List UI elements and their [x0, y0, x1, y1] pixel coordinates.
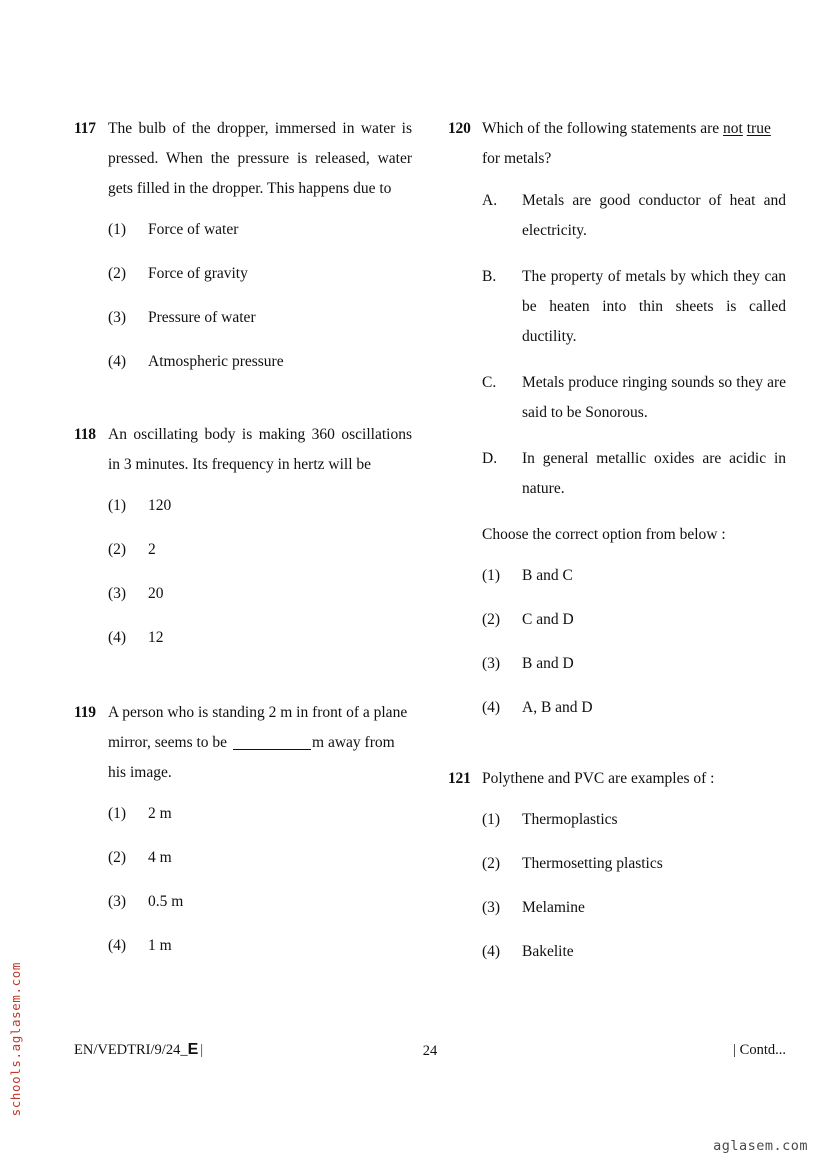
question-stem [482, 114, 786, 174]
option-text: 120 [148, 497, 172, 514]
option-item[interactable] [108, 932, 412, 960]
question-stem-part2: m away from his image. [108, 734, 395, 781]
option-text: Force of water [148, 221, 239, 238]
question-121 [448, 764, 786, 966]
option-item[interactable] [108, 580, 412, 608]
question-number: 119 [74, 704, 96, 721]
option-item[interactable] [108, 304, 412, 332]
option-key: (2) [108, 265, 127, 282]
statement-key: C. [482, 374, 497, 391]
option-key: (2) [482, 855, 501, 872]
option-item[interactable] [108, 216, 412, 244]
option-text: B and C [522, 567, 573, 584]
statement-text: Metals are good conductor of heat and electricity. [522, 192, 786, 239]
footer-continued: | Contd... [733, 1042, 786, 1058]
option-list [482, 806, 786, 966]
question-119 [74, 698, 412, 960]
option-key: (2) [108, 849, 127, 866]
statement-list [482, 186, 786, 504]
option-key: (4) [482, 699, 501, 716]
option-text: Thermoplastics [522, 811, 618, 828]
option-text: 0.5 m [148, 893, 184, 910]
option-list [482, 562, 786, 722]
option-text: Thermosetting plastics [522, 855, 663, 872]
question-body [108, 420, 412, 652]
option-text: Pressure of water [148, 309, 256, 326]
option-key: (2) [108, 541, 127, 558]
option-key: (3) [108, 585, 127, 602]
option-key: (4) [108, 629, 127, 646]
question-stem-emphasis-not: not [723, 120, 743, 137]
footer-code-set: E [187, 1041, 199, 1058]
option-text: A, B and D [522, 699, 593, 716]
option-item[interactable] [482, 894, 786, 922]
question-117 [74, 114, 412, 376]
option-text: 12 [148, 629, 164, 646]
option-list [108, 492, 412, 652]
statement-text: Metals produce ringing sounds so they are said to be Sonorous. [522, 374, 786, 421]
option-key: (3) [108, 893, 127, 910]
question-number: 118 [74, 426, 96, 443]
question-body [108, 698, 412, 960]
question-stem-part1: Which of the following statements are [482, 120, 724, 137]
question-number: 117 [74, 120, 96, 137]
option-item[interactable] [482, 806, 786, 834]
option-key: (1) [108, 221, 127, 238]
statement-item-b [482, 262, 786, 352]
option-text: 2 [148, 541, 156, 558]
option-item[interactable] [108, 800, 412, 828]
fill-in-blank [233, 749, 311, 750]
option-key: (3) [482, 655, 501, 672]
statement-item-d [482, 444, 786, 504]
option-text: Melamine [522, 899, 585, 916]
option-text: Force of gravity [148, 265, 248, 282]
question-number: 121 [448, 770, 471, 787]
page-content [74, 114, 786, 988]
statement-key: D. [482, 450, 498, 467]
question-stem [108, 698, 412, 788]
option-key: (1) [482, 811, 501, 828]
option-item[interactable] [482, 938, 786, 966]
option-item[interactable] [108, 260, 412, 288]
question-stem-emphasis-true: true [746, 120, 771, 137]
option-item[interactable] [108, 844, 412, 872]
question-body [482, 114, 786, 722]
left-column [74, 114, 412, 982]
option-key: (3) [108, 309, 127, 326]
question-body [108, 114, 412, 376]
watermark-side-url: schools.aglasem.com [8, 962, 23, 1117]
statement-key: B. [482, 268, 497, 285]
option-item[interactable] [108, 492, 412, 520]
option-key: (1) [482, 567, 501, 584]
statement-text: In general metallic oxides are acidic in nature. [522, 450, 786, 497]
option-key: (2) [482, 611, 501, 628]
question-stem: Polythene and PVC are examples of : [482, 770, 715, 787]
question-120 [448, 114, 786, 722]
option-item[interactable] [108, 888, 412, 916]
footer-code-prefix: EN/VEDTRI/9/24_ [74, 1042, 188, 1058]
option-key: (4) [108, 937, 127, 954]
option-text: Bakelite [522, 943, 574, 960]
question-stem-part2: for metals? [482, 150, 552, 167]
choose-option-instruction: Choose the correct option from below : [482, 526, 726, 543]
option-key: (4) [482, 943, 501, 960]
option-list [108, 216, 412, 376]
option-item[interactable] [482, 694, 786, 722]
option-item[interactable] [482, 850, 786, 878]
question-stem: The bulb of the dropper, immersed in water is pressed. When the pressure is released, water gets filled in the dropper. This happens due to [108, 120, 412, 197]
option-item[interactable] [482, 562, 786, 590]
option-text: 4 m [148, 849, 172, 866]
option-key: (3) [482, 899, 501, 916]
option-key: (4) [108, 353, 127, 370]
option-item[interactable] [108, 536, 412, 564]
question-body [482, 764, 786, 966]
two-column-layout [74, 114, 786, 988]
statement-item-c [482, 368, 786, 428]
question-stem-part1: A person who is standing 2 m in front of a plane mirror, seems to be [108, 704, 408, 751]
option-list [108, 800, 412, 960]
option-item[interactable] [108, 348, 412, 376]
option-text: C and D [522, 611, 574, 628]
footer-code-bar: | [200, 1042, 204, 1058]
option-key: (1) [108, 497, 127, 514]
watermark-corner-url: aglasem.com [713, 1138, 808, 1154]
page-number: 24 [422, 1043, 438, 1059]
statement-text: The property of metals by which they can be heaten into thin sheets is called ductility. [522, 268, 786, 345]
option-text: 2 m [148, 805, 172, 822]
option-item[interactable] [482, 650, 786, 678]
question-number: 120 [448, 120, 471, 137]
right-column [448, 114, 786, 988]
statement-item-a [482, 186, 786, 246]
question-118 [74, 420, 412, 652]
option-text: 20 [148, 585, 164, 602]
option-text: B and D [522, 655, 574, 672]
option-key: (1) [108, 805, 127, 822]
question-stem: An oscillating body is making 360 oscillations in 3 minutes. Its frequency in hertz will be [108, 426, 412, 473]
option-text: 1 m [148, 937, 172, 954]
statement-key: A. [482, 192, 498, 209]
option-item[interactable] [482, 606, 786, 634]
option-item[interactable] [108, 624, 412, 652]
option-text: Atmospheric pressure [148, 353, 284, 370]
